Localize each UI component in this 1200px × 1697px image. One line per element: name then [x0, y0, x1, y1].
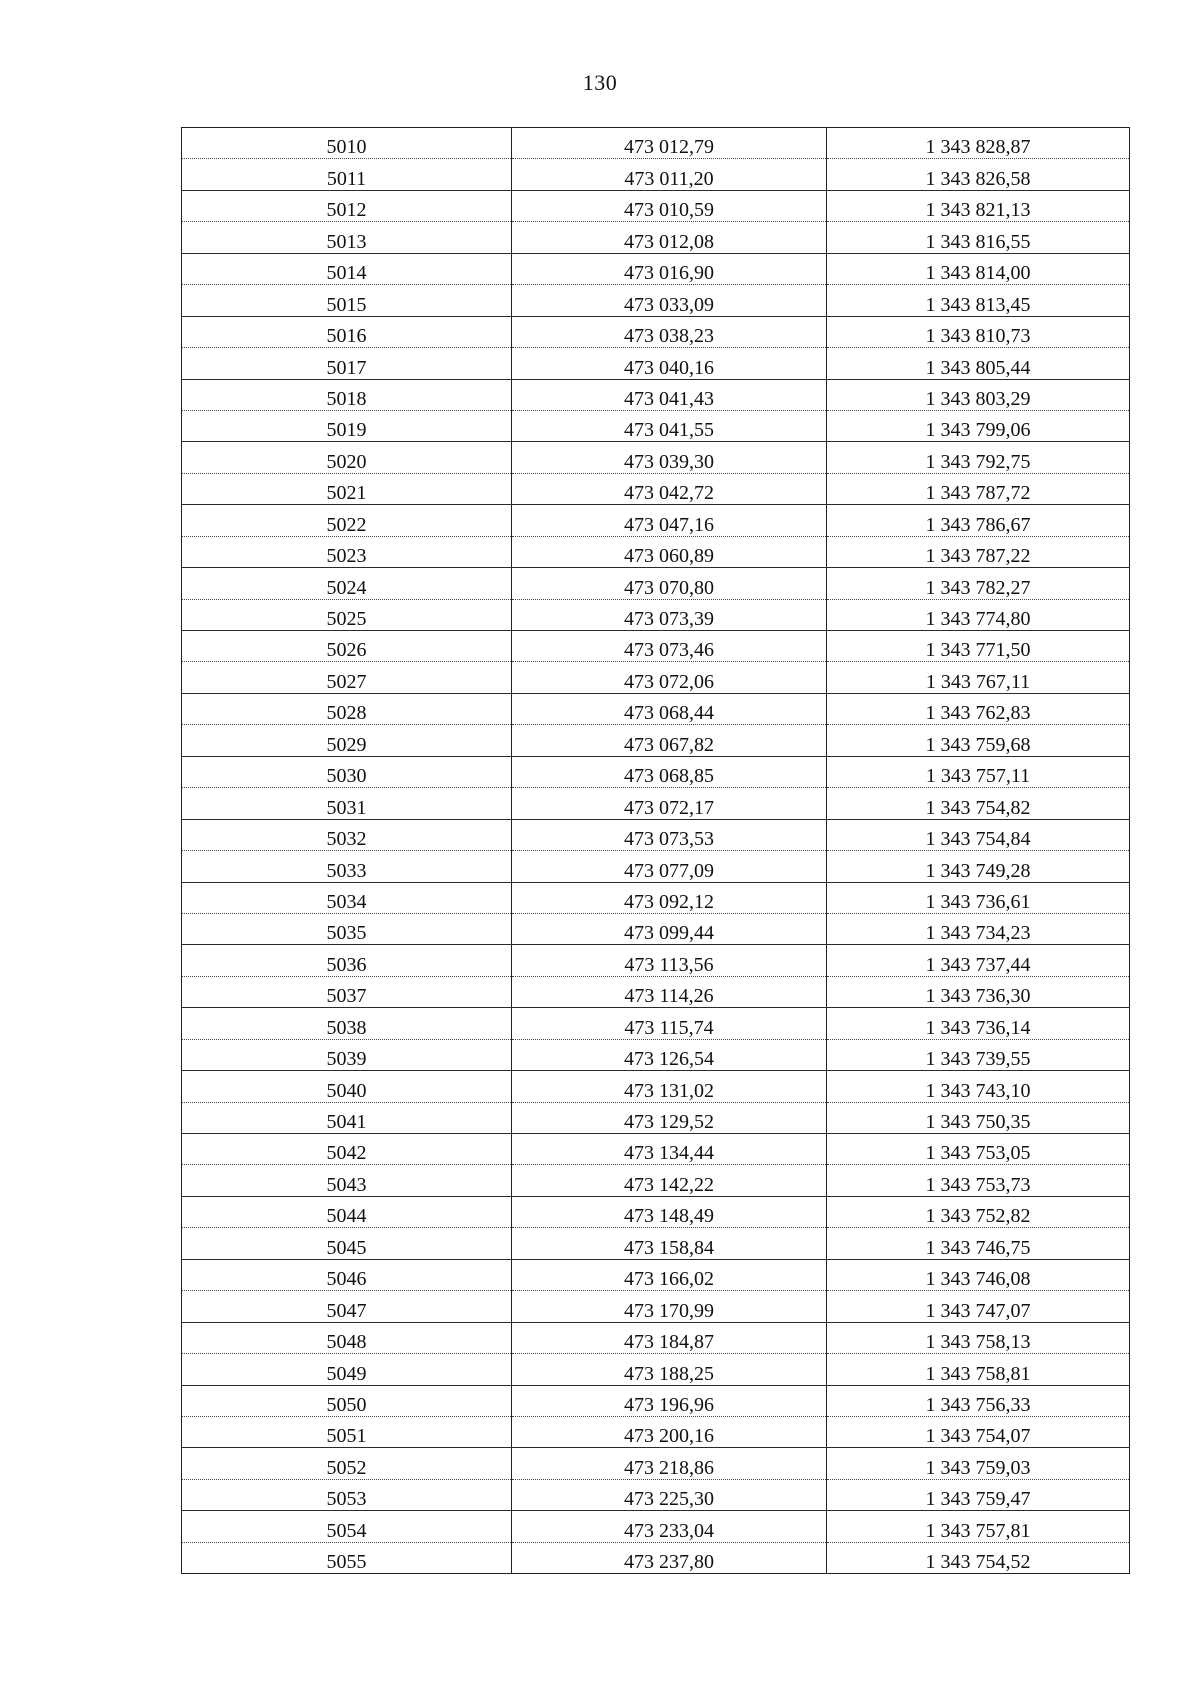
y-coordinate-cell: 1 343 736,14 [827, 1008, 1130, 1039]
table-row [182, 1228, 1130, 1259]
x-coordinate-cell: 473 041,55 [512, 410, 827, 441]
x-coordinate-cell: 473 041,43 [512, 379, 827, 410]
x-coordinate-cell: 473 073,39 [512, 599, 827, 630]
point-number-cell: 5054 [182, 1511, 512, 1542]
point-number-cell: 5042 [182, 1134, 512, 1165]
y-coordinate-cell: 1 343 826,58 [827, 159, 1130, 190]
point-number-cell: 5043 [182, 1165, 512, 1196]
table-row [182, 190, 1130, 221]
point-number-cell: 5010 [182, 128, 512, 159]
table-row [182, 1008, 1130, 1039]
point-number-cell: 5012 [182, 190, 512, 221]
table-row [182, 631, 1130, 662]
point-number-cell: 5029 [182, 725, 512, 756]
point-number-cell: 5024 [182, 568, 512, 599]
point-number-cell: 5050 [182, 1385, 512, 1416]
table-row [182, 693, 1130, 724]
y-coordinate-cell: 1 343 756,33 [827, 1385, 1130, 1416]
table-row [182, 599, 1130, 630]
x-coordinate-cell: 473 200,16 [512, 1416, 827, 1447]
x-coordinate-cell: 473 067,82 [512, 725, 827, 756]
table-row [182, 1071, 1130, 1102]
y-coordinate-cell: 1 343 786,67 [827, 505, 1130, 536]
y-coordinate-cell: 1 343 746,08 [827, 1259, 1130, 1290]
table-row [182, 1134, 1130, 1165]
x-coordinate-cell: 473 114,26 [512, 976, 827, 1007]
table-row [182, 1511, 1130, 1542]
table-row [182, 505, 1130, 536]
y-coordinate-cell: 1 343 754,82 [827, 788, 1130, 819]
x-coordinate-cell: 473 072,17 [512, 788, 827, 819]
y-coordinate-cell: 1 343 747,07 [827, 1291, 1130, 1322]
x-coordinate-cell: 473 011,20 [512, 159, 827, 190]
x-coordinate-cell: 473 068,44 [512, 693, 827, 724]
table-row [182, 819, 1130, 850]
x-coordinate-cell: 473 134,44 [512, 1134, 827, 1165]
point-number-cell: 5011 [182, 159, 512, 190]
point-number-cell: 5033 [182, 851, 512, 882]
coordinates-table [181, 127, 1130, 1574]
table-row [182, 1479, 1130, 1510]
point-number-cell: 5032 [182, 819, 512, 850]
table-row [182, 536, 1130, 567]
x-coordinate-cell: 473 012,08 [512, 222, 827, 253]
table-row [182, 348, 1130, 379]
x-coordinate-cell: 473 113,56 [512, 945, 827, 976]
table-row [182, 1322, 1130, 1353]
point-number-cell: 5030 [182, 756, 512, 787]
x-coordinate-cell: 473 225,30 [512, 1479, 827, 1510]
x-coordinate-cell: 473 010,59 [512, 190, 827, 221]
y-coordinate-cell: 1 343 762,83 [827, 693, 1130, 724]
point-number-cell: 5026 [182, 631, 512, 662]
x-coordinate-cell: 473 039,30 [512, 442, 827, 473]
point-number-cell: 5034 [182, 882, 512, 913]
y-coordinate-cell: 1 343 771,50 [827, 631, 1130, 662]
point-number-cell: 5046 [182, 1259, 512, 1290]
x-coordinate-cell: 473 233,04 [512, 1511, 827, 1542]
table-row [182, 285, 1130, 316]
y-coordinate-cell: 1 343 774,80 [827, 599, 1130, 630]
table-row [182, 1039, 1130, 1070]
point-number-cell: 5022 [182, 505, 512, 536]
point-number-cell: 5019 [182, 410, 512, 441]
y-coordinate-cell: 1 343 746,75 [827, 1228, 1130, 1259]
x-coordinate-cell: 473 142,22 [512, 1165, 827, 1196]
table-row [182, 128, 1130, 159]
point-number-cell: 5018 [182, 379, 512, 410]
table-row [182, 851, 1130, 882]
table-row [182, 316, 1130, 347]
point-number-cell: 5025 [182, 599, 512, 630]
y-coordinate-cell: 1 343 787,72 [827, 473, 1130, 504]
x-coordinate-cell: 473 070,80 [512, 568, 827, 599]
x-coordinate-cell: 473 115,74 [512, 1008, 827, 1039]
y-coordinate-cell: 1 343 792,75 [827, 442, 1130, 473]
table-row [182, 568, 1130, 599]
table-row [182, 788, 1130, 819]
point-number-cell: 5028 [182, 693, 512, 724]
y-coordinate-cell: 1 343 814,00 [827, 253, 1130, 284]
x-coordinate-cell: 473 148,49 [512, 1196, 827, 1227]
y-coordinate-cell: 1 343 754,52 [827, 1542, 1130, 1573]
table-row [182, 1385, 1130, 1416]
x-coordinate-cell: 473 033,09 [512, 285, 827, 316]
table-row [182, 725, 1130, 756]
point-number-cell: 5014 [182, 253, 512, 284]
x-coordinate-cell: 473 126,54 [512, 1039, 827, 1070]
x-coordinate-cell: 473 072,06 [512, 662, 827, 693]
table-row [182, 1196, 1130, 1227]
point-number-cell: 5038 [182, 1008, 512, 1039]
x-coordinate-cell: 473 077,09 [512, 851, 827, 882]
point-number-cell: 5039 [182, 1039, 512, 1070]
y-coordinate-cell: 1 343 767,11 [827, 662, 1130, 693]
table-row [182, 1102, 1130, 1133]
table-row [182, 159, 1130, 190]
table-row [182, 756, 1130, 787]
x-coordinate-cell: 473 188,25 [512, 1354, 827, 1385]
coordinates-table-body [182, 128, 1130, 1574]
x-coordinate-cell: 473 042,72 [512, 473, 827, 504]
y-coordinate-cell: 1 343 782,27 [827, 568, 1130, 599]
x-coordinate-cell: 473 170,99 [512, 1291, 827, 1322]
page-number: 130 [582, 70, 618, 95]
point-number-cell: 5052 [182, 1448, 512, 1479]
y-coordinate-cell: 1 343 754,84 [827, 819, 1130, 850]
y-coordinate-cell: 1 343 813,45 [827, 285, 1130, 316]
x-coordinate-cell: 473 166,02 [512, 1259, 827, 1290]
table-row [182, 1165, 1130, 1196]
point-number-cell: 5041 [182, 1102, 512, 1133]
x-coordinate-cell: 473 073,53 [512, 819, 827, 850]
point-number-cell: 5021 [182, 473, 512, 504]
point-number-cell: 5035 [182, 913, 512, 944]
point-number-cell: 5047 [182, 1291, 512, 1322]
point-number-cell: 5027 [182, 662, 512, 693]
table-row [182, 410, 1130, 441]
x-coordinate-cell: 473 068,85 [512, 756, 827, 787]
y-coordinate-cell: 1 343 734,23 [827, 913, 1130, 944]
y-coordinate-cell: 1 343 816,55 [827, 222, 1130, 253]
x-coordinate-cell: 473 012,79 [512, 128, 827, 159]
point-number-cell: 5040 [182, 1071, 512, 1102]
point-number-cell: 5015 [182, 285, 512, 316]
y-coordinate-cell: 1 343 799,06 [827, 410, 1130, 441]
y-coordinate-cell: 1 343 758,81 [827, 1354, 1130, 1385]
table-row [182, 1291, 1130, 1322]
y-coordinate-cell: 1 343 757,81 [827, 1511, 1130, 1542]
table-row [182, 473, 1130, 504]
y-coordinate-cell: 1 343 759,68 [827, 725, 1130, 756]
x-coordinate-cell: 473 047,16 [512, 505, 827, 536]
table-row [182, 945, 1130, 976]
x-coordinate-cell: 473 040,16 [512, 348, 827, 379]
x-coordinate-cell: 473 184,87 [512, 1322, 827, 1353]
table-row [182, 882, 1130, 913]
x-coordinate-cell: 473 099,44 [512, 913, 827, 944]
table-row [182, 1416, 1130, 1447]
table-row [182, 662, 1130, 693]
point-number-cell: 5037 [182, 976, 512, 1007]
table-row [182, 1542, 1130, 1573]
x-coordinate-cell: 473 158,84 [512, 1228, 827, 1259]
y-coordinate-cell: 1 343 743,10 [827, 1071, 1130, 1102]
point-number-cell: 5045 [182, 1228, 512, 1259]
point-number-cell: 5044 [182, 1196, 512, 1227]
point-number-cell: 5055 [182, 1542, 512, 1573]
x-coordinate-cell: 473 016,90 [512, 253, 827, 284]
table-row [182, 222, 1130, 253]
table-row [182, 913, 1130, 944]
point-number-cell: 5016 [182, 316, 512, 347]
x-coordinate-cell: 473 218,86 [512, 1448, 827, 1479]
y-coordinate-cell: 1 343 828,87 [827, 128, 1130, 159]
y-coordinate-cell: 1 343 759,47 [827, 1479, 1130, 1510]
point-number-cell: 5020 [182, 442, 512, 473]
point-number-cell: 5017 [182, 348, 512, 379]
point-number-cell: 5013 [182, 222, 512, 253]
y-coordinate-cell: 1 343 805,44 [827, 348, 1130, 379]
x-coordinate-cell: 473 131,02 [512, 1071, 827, 1102]
y-coordinate-cell: 1 343 758,13 [827, 1322, 1130, 1353]
y-coordinate-cell: 1 343 739,55 [827, 1039, 1130, 1070]
table-row [182, 1354, 1130, 1385]
y-coordinate-cell: 1 343 737,44 [827, 945, 1130, 976]
table-row [182, 253, 1130, 284]
y-coordinate-cell: 1 343 754,07 [827, 1416, 1130, 1447]
table-row [182, 976, 1130, 1007]
point-number-cell: 5023 [182, 536, 512, 567]
y-coordinate-cell: 1 343 757,11 [827, 756, 1130, 787]
x-coordinate-cell: 473 129,52 [512, 1102, 827, 1133]
y-coordinate-cell: 1 343 736,30 [827, 976, 1130, 1007]
y-coordinate-cell: 1 343 821,13 [827, 190, 1130, 221]
y-coordinate-cell: 1 343 753,05 [827, 1134, 1130, 1165]
y-coordinate-cell: 1 343 759,03 [827, 1448, 1130, 1479]
x-coordinate-cell: 473 060,89 [512, 536, 827, 567]
x-coordinate-cell: 473 038,23 [512, 316, 827, 347]
table-row [182, 379, 1130, 410]
table-row [182, 1259, 1130, 1290]
y-coordinate-cell: 1 343 736,61 [827, 882, 1130, 913]
y-coordinate-cell: 1 343 752,82 [827, 1196, 1130, 1227]
table-row [182, 1448, 1130, 1479]
point-number-cell: 5051 [182, 1416, 512, 1447]
point-number-cell: 5031 [182, 788, 512, 819]
point-number-cell: 5053 [182, 1479, 512, 1510]
y-coordinate-cell: 1 343 803,29 [827, 379, 1130, 410]
x-coordinate-cell: 473 092,12 [512, 882, 827, 913]
table-row [182, 442, 1130, 473]
point-number-cell: 5036 [182, 945, 512, 976]
y-coordinate-cell: 1 343 810,73 [827, 316, 1130, 347]
y-coordinate-cell: 1 343 749,28 [827, 851, 1130, 882]
y-coordinate-cell: 1 343 787,22 [827, 536, 1130, 567]
point-number-cell: 5048 [182, 1322, 512, 1353]
y-coordinate-cell: 1 343 753,73 [827, 1165, 1130, 1196]
x-coordinate-cell: 473 237,80 [512, 1542, 827, 1573]
point-number-cell: 5049 [182, 1354, 512, 1385]
y-coordinate-cell: 1 343 750,35 [827, 1102, 1130, 1133]
x-coordinate-cell: 473 073,46 [512, 631, 827, 662]
x-coordinate-cell: 473 196,96 [512, 1385, 827, 1416]
